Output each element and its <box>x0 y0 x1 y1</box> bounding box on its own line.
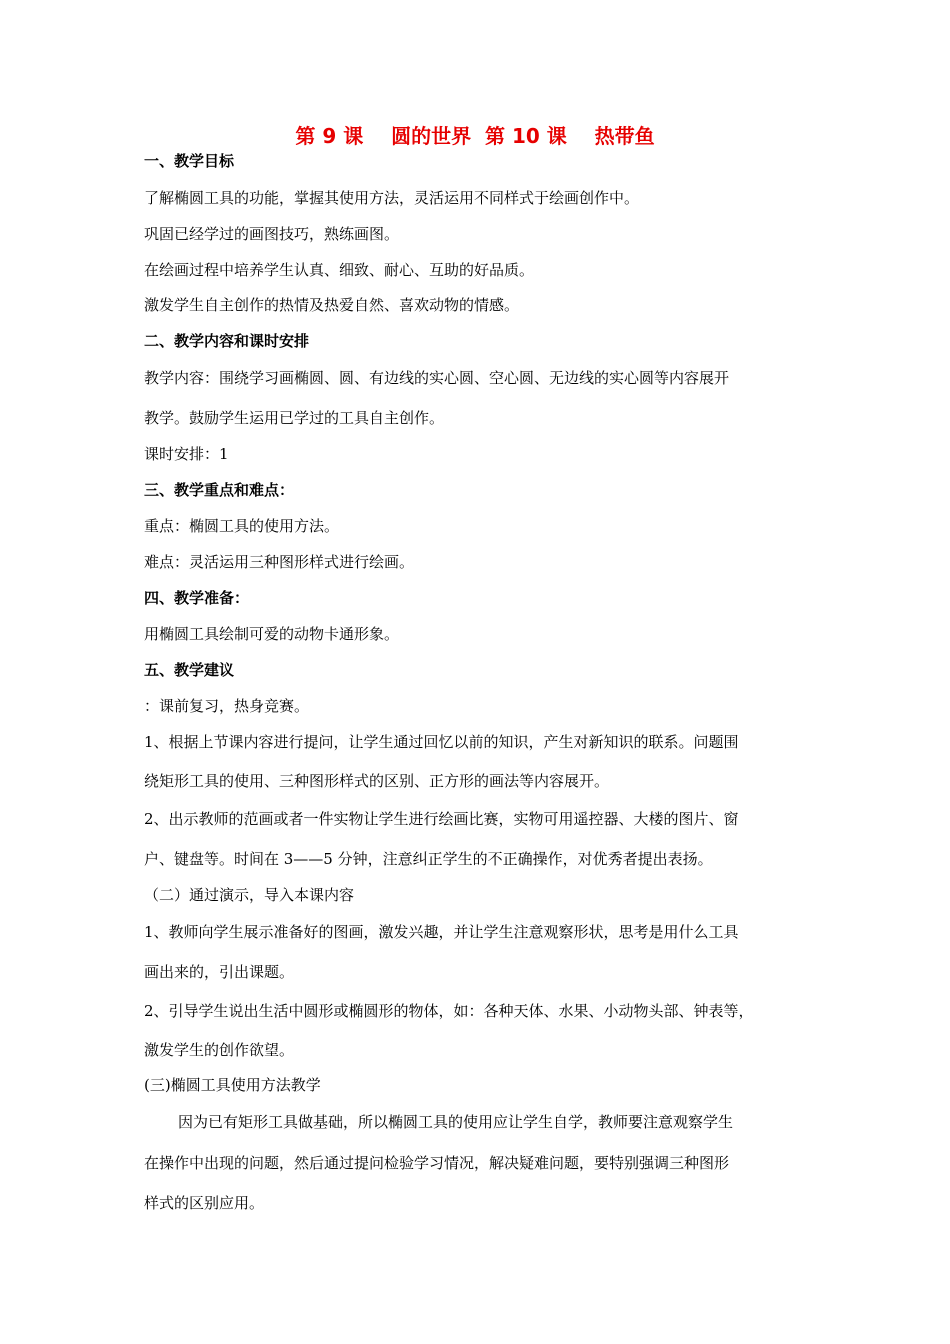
paragraph-line: 绕矩形工具的使用、三种图形样式的区别、正方形的画法等内容展开。 <box>144 772 610 790</box>
paragraph-line: 用椭圆工具绘制可爱的动物卡通形象。 <box>144 625 400 643</box>
paragraph-line: (三)椭圆工具使用方法教学 <box>144 1076 321 1094</box>
paragraph-line: 难点：灵活运用三种图形样式进行绘画。 <box>144 553 415 571</box>
paragraph-line: 课时安排：1 <box>144 445 229 463</box>
paragraph-line: 2、引导学生说出生活中圆形或椭圆形的物体，如：各种天体、水果、小动物头部、钟表等， <box>144 1002 754 1020</box>
paragraph-line: 2、出示教师的范画或者一件实物让学生进行绘画比赛，实物可用遥控器、大楼的图片、窗 <box>144 810 739 828</box>
paragraph-line: 激发学生自主创作的热情及热爱自然、喜欢动物的情感。 <box>144 296 520 314</box>
section-heading-objectives: 一、教学目标 <box>144 152 235 170</box>
paragraph-line: 1、根据上节课内容进行提问，让学生通过回忆以前的知识，产生对新知识的联系。问题围 <box>144 733 739 751</box>
paragraph-line: 画出来的，引出课题。 <box>144 963 295 981</box>
paragraph-line: 教学。鼓励学生运用已学过的工具自主创作。 <box>144 409 445 427</box>
document-title: 第 9 课 圆的世界 第 10 课 热带鱼 <box>295 124 655 148</box>
section-heading-preparation: 四、教学准备： <box>144 589 250 607</box>
paragraph-line: 激发学生的创作欲望。 <box>144 1041 295 1059</box>
paragraph-line: ：课前复习，热身竞赛。 <box>144 697 310 715</box>
paragraph-line: 在绘画过程中培养学生认真、细致、耐心、互助的好品质。 <box>144 261 535 279</box>
section-heading-content: 二、教学内容和课时安排 <box>144 332 310 350</box>
paragraph-line: 1、教师向学生展示准备好的图画，激发兴趣，并让学生注意观察形状，思考是用什么工具 <box>144 923 739 941</box>
paragraph-line: 因为已有矩形工具做基础，所以椭圆工具的使用应让学生自学，教师要注意观察学生 <box>178 1113 734 1131</box>
paragraph-line: 巩固已经学过的画图技巧，熟练画图。 <box>144 225 400 243</box>
paragraph-line: 户、键盘等。时间在 3——5 分钟，注意纠正学生的不正确操作，对优秀者提出表扬。 <box>144 850 713 868</box>
paragraph-line: 了解椭圆工具的功能，掌握其使用方法，灵活运用不同样式于绘画创作中。 <box>144 189 640 207</box>
paragraph-line: （二）通过演示，导入本课内容 <box>144 886 355 904</box>
paragraph-line: 教学内容：围绕学习画椭圆、圆、有边线的实心圆、空心圆、无边线的实心圆等内容展开 <box>144 369 730 387</box>
paragraph-line: 重点：椭圆工具的使用方法。 <box>144 517 340 535</box>
paragraph-line: 在操作中出现的问题，然后通过提问检验学习情况，解决疑难问题，要特别强调三种图形 <box>144 1154 730 1172</box>
section-heading-suggestions: 五、教学建议 <box>144 661 235 679</box>
paragraph-line: 样式的区别应用。 <box>144 1194 265 1212</box>
section-heading-key-points: 三、教学重点和难点： <box>144 481 295 499</box>
